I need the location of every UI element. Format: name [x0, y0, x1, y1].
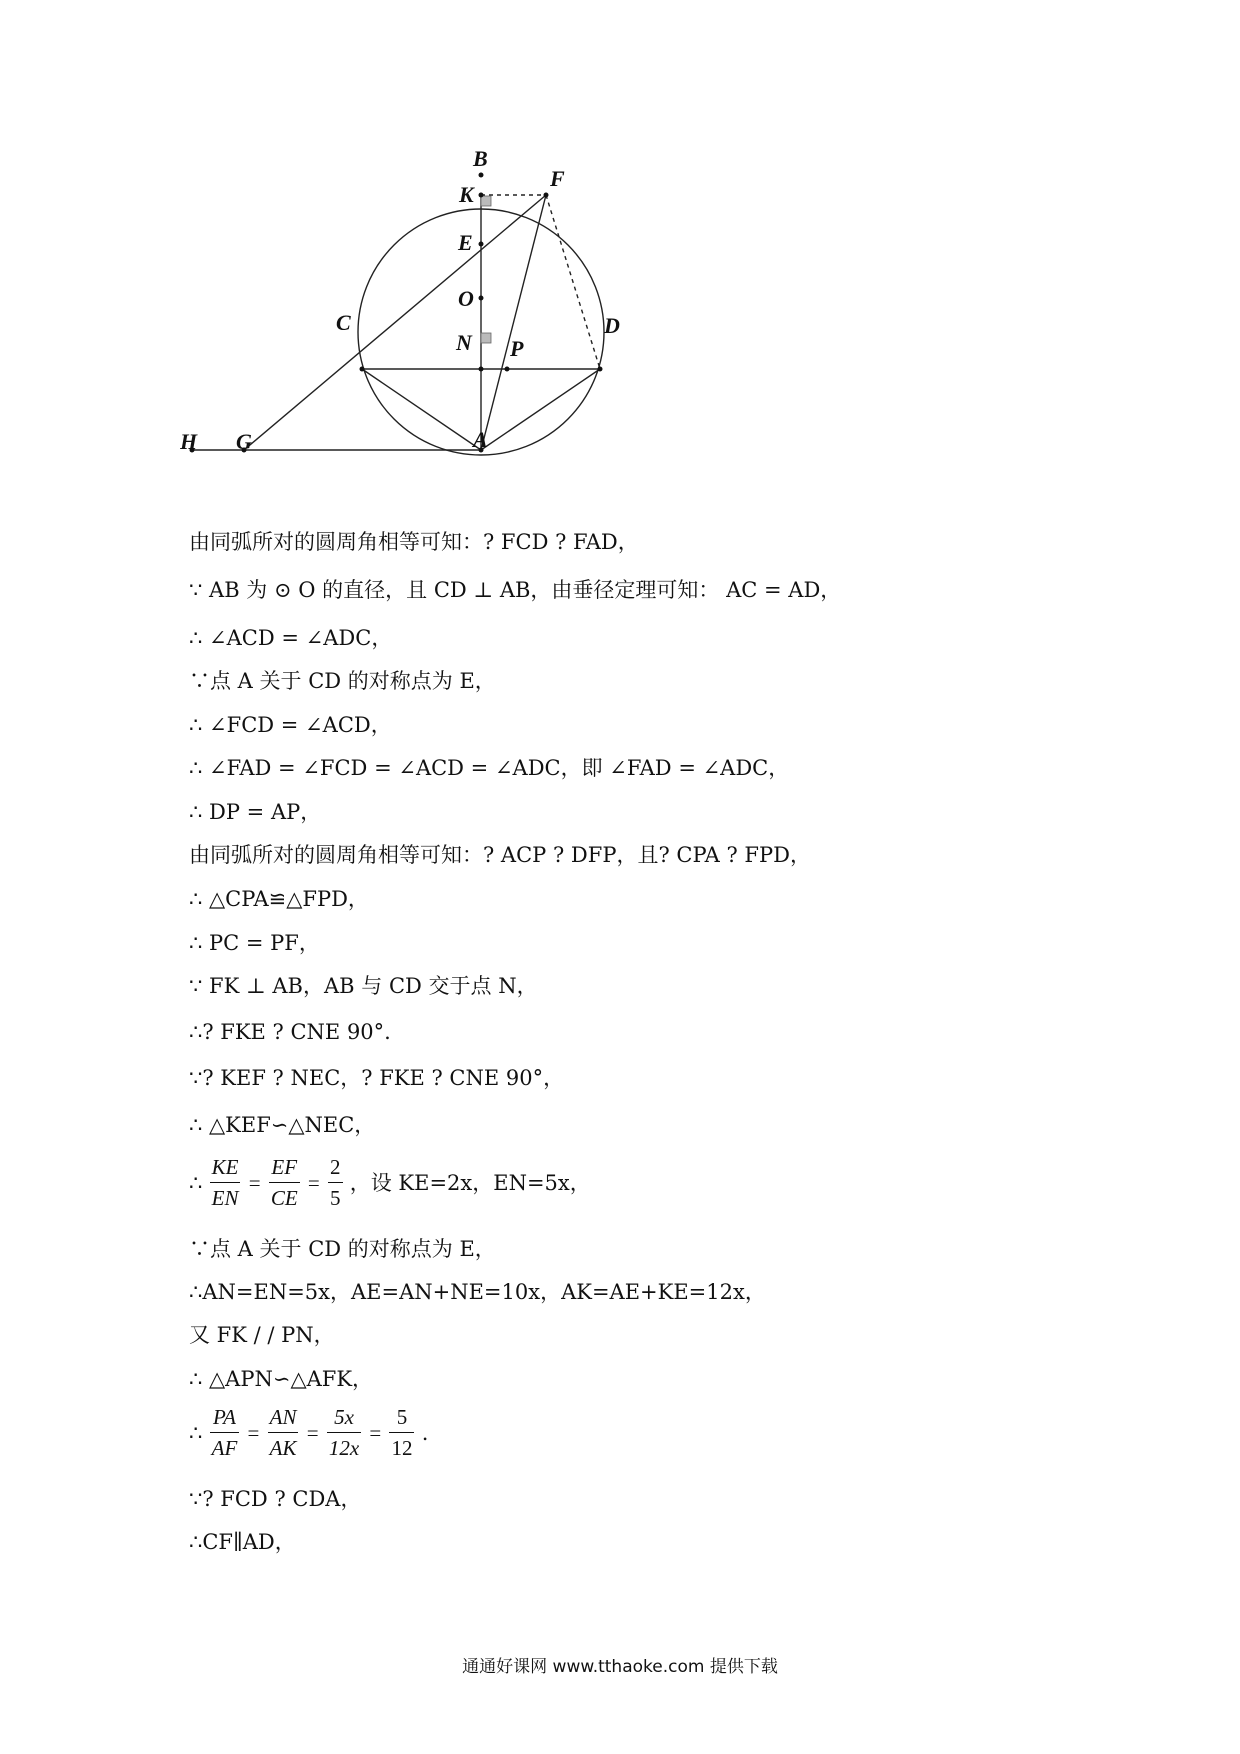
text-line-2: ∵ AB 为 ⊙ O 的直径，且 CD ⊥ AB，由垂径定理可知： AC = AD，	[189, 578, 842, 602]
text-line-18: ∴ △APN∽△AFK，	[189, 1367, 374, 1391]
text-line-11: ∵ FK ⊥ AB，AB 与 CD 交于点 N，	[189, 974, 538, 998]
text-line-1: 由同弧所对的圆周角相等可知：? FCD ? FAD，	[189, 530, 639, 554]
label-o: O	[458, 286, 474, 311]
label-n: N	[456, 330, 472, 355]
point-p	[505, 367, 510, 372]
text-line-16: ∴AN=EN=5x，AE=AN+NE=10x，AK=AE+KE=12x，	[189, 1280, 766, 1304]
fraction-5x-12x: $\frac{5x}{12x}$	[327, 1402, 361, 1463]
label-f: F	[550, 166, 565, 191]
label-p: P	[510, 336, 524, 361]
fraction-line-1: ∴ $\frac{KE}{EN}$ = $\frac{EF}{CE}$ = $\frac{2}{5}$ ，设 KE=2x，EN=5x，	[189, 1152, 591, 1213]
text-line-9: ∴ △CPA≌△FPD，	[189, 887, 369, 911]
point-n	[479, 367, 484, 372]
text-line-19: ∵? FCD ? CDA，	[189, 1487, 362, 1511]
label-k: K	[459, 182, 474, 207]
text-line-12: ∴? FKE ? CNE 90°.	[189, 1020, 391, 1044]
point-d	[598, 367, 603, 372]
label-e: E	[458, 230, 473, 255]
fraction-line-2: ∴ $\frac{PA}{AF}$ = $\frac{AN}{AK}$ = $\frac{5x}{12x}$ = $\frac{5}{12}$ .	[189, 1402, 428, 1463]
text-line-6: ∴ ∠FAD = ∠FCD = ∠ACD = ∠ADC，即 ∠FAD = ∠ADC，	[189, 756, 790, 780]
text-line-20: ∴CF∥AD，	[189, 1530, 296, 1554]
point-k	[479, 193, 484, 198]
label-b: B	[473, 150, 488, 171]
geometry-figure	[180, 150, 740, 510]
fraction-pa-af: $\frac{PA}{AF}$	[210, 1402, 240, 1463]
text-line-5: ∴ ∠FCD = ∠ACD，	[189, 713, 392, 737]
text-line-7: ∴ DP = AP，	[189, 800, 322, 824]
text-line-15: ∵点 A 关于 CD 的对称点为 E，	[189, 1237, 496, 1261]
label-a: A	[473, 427, 488, 452]
text-line-8: 由同弧所对的圆周角相等可知：? ACP ? DFP，且? CPA ? FPD，	[189, 843, 811, 867]
fraction-2-5: $\frac{2}{5}$	[328, 1152, 343, 1213]
line-gf	[244, 195, 546, 450]
point-b	[479, 173, 484, 178]
text-line-10: ∴ PC = PF，	[189, 931, 320, 955]
segment-fd	[546, 195, 600, 369]
right-angle-k	[481, 196, 491, 206]
right-angle-n	[481, 333, 491, 343]
text-line-4: ∵点 A 关于 CD 的对称点为 E，	[189, 669, 496, 693]
fraction-5-12: $\frac{5}{12}$	[389, 1402, 414, 1463]
fraction-ke-en: $\frac{KE}{EN}$	[210, 1152, 241, 1213]
segment-ca	[362, 369, 481, 450]
fraction-an-ak: $\frac{AN}{AK}$	[268, 1402, 299, 1463]
label-c: C	[336, 310, 351, 335]
point-f	[544, 193, 549, 198]
point-o	[479, 296, 484, 301]
text-line-14: ∴ △KEF∽△NEC，	[189, 1113, 376, 1137]
text-line-3: ∴ ∠ACD = ∠ADC，	[189, 626, 393, 650]
text-line-17: 又 FK / / PN，	[189, 1323, 335, 1347]
label-d: D	[604, 313, 620, 338]
point-e	[479, 242, 484, 247]
text-line-13: ∵? KEF ? NEC，? FKE ? CNE 90°，	[189, 1066, 565, 1090]
footer-text: 通通好课网 www.tthaoke.com 提供下载	[462, 1657, 778, 1677]
fraction-ef-ce: $\frac{EF}{CE}$	[269, 1152, 300, 1213]
point-c	[360, 367, 365, 372]
label-g: G	[236, 429, 252, 454]
therefore-symbol: ∴	[189, 1170, 203, 1195]
label-h: H	[180, 429, 198, 454]
